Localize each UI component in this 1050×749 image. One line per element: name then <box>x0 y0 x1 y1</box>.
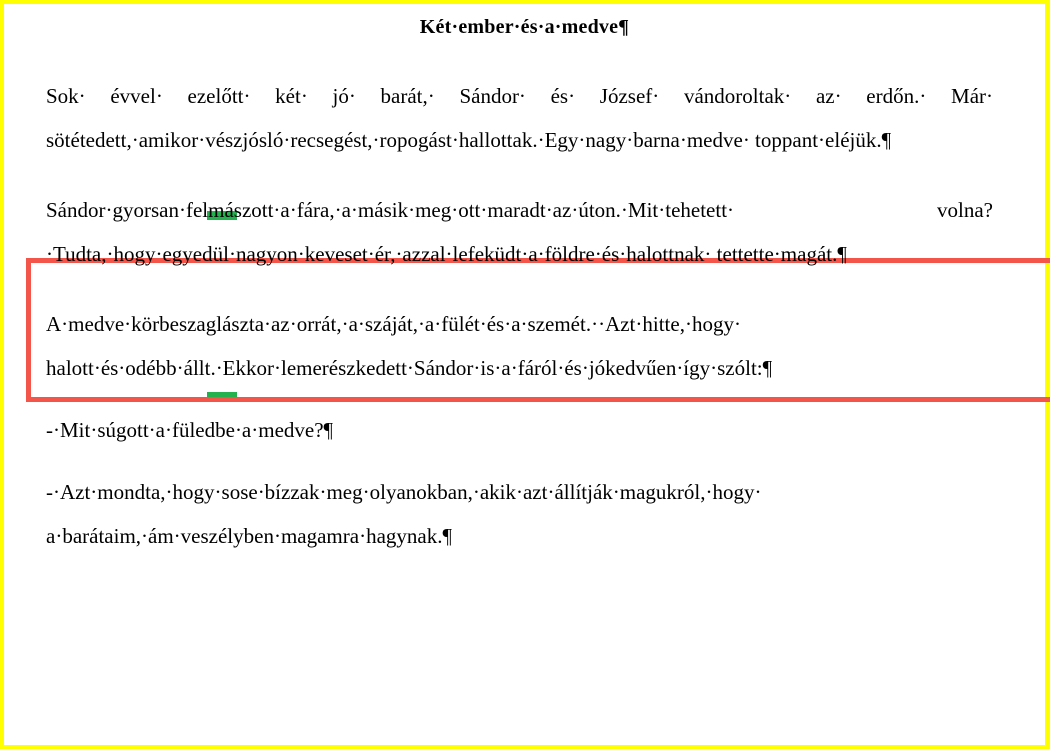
spacer <box>4 276 1045 302</box>
paragraph-3: A·medve·körbeszaglászta·az·orrát,·a·száját,·a·fülét·és·a·szemét.··Azt·hitte,·hogy· halott·és·odébb·állt.·Ekkor·lemerészkedett·Sándor·is·a·fáról·és·jókedvűen·így·szólt:¶ <box>46 312 773 380</box>
green-highlight-mark-2 <box>207 392 237 401</box>
spacer <box>4 390 1045 408</box>
document-title: Két·ember·és·a·medve¶ <box>419 16 630 38</box>
paragraph-1: Sok· évvel· ezelőtt· két· jó· barát,· Sándor· és· József· vándoroltak· az· erdőn.· Már· sötétedett,·amikor·vészjósló·recsegést,·ropogást·hallottak.·Egy·nagy·barna·medve· toppant·eléjük.¶ <box>46 84 993 152</box>
paragraph-2-highlighted: Sándor·gyorsan·felmászott·a·fára,·a·másik·meg·ott·maradt·az·úton.·Mit·tehetett· volna?·Tudta,·hogy·egyedül·nagyon·keveset·ér,·azzal·lefeküdt·a·földre·és·halottnak· tettette·magát.¶ <box>46 198 993 266</box>
spacer <box>4 40 1045 74</box>
paragraph-5: -·Azt·mondta,·hogy·sose·bízzak·meg·olyanokban,·akik·azt·állítják·magukról,·hogy· a·barátaim,·ám·veszélyben·magamra·hagynak.¶ <box>46 480 762 548</box>
document-body <box>4 4 1045 745</box>
spacer <box>4 162 1045 188</box>
paragraph-4: -·Mit·súgott·a·füledbe·a·medve?¶ <box>46 418 334 442</box>
spacer <box>4 452 1045 470</box>
